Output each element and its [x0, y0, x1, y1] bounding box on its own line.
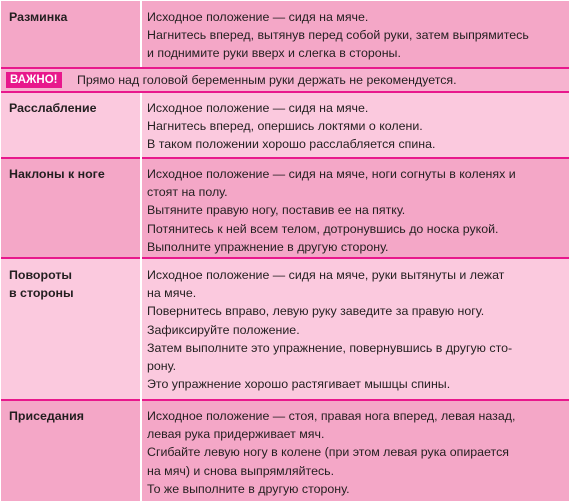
- row-label: Разминка: [9, 10, 68, 24]
- important-badge: ВАЖНО!: [6, 72, 62, 88]
- row-text: Исходное положение — сидя на мяче. Нагнитесь вперед, опершись локтями о колени. В таком положении хорошо расслабляется спина.: [147, 101, 436, 152]
- table-row: [1, 159, 569, 257]
- important-text: Прямо над головой беременным руки держать не рекомендуется.: [77, 73, 457, 87]
- important-note: [1, 69, 569, 91]
- table-row: [1, 1, 569, 67]
- column-divider: [140, 1, 142, 67]
- exercise-table: [1, 1, 569, 501]
- table-row: [1, 401, 569, 501]
- row-label: Повороты в стороны: [9, 268, 74, 300]
- row-label: Приседания: [9, 409, 84, 423]
- table-row: [1, 259, 569, 399]
- row-text: Исходное положение — сидя на мяче. Нагнитесь вперед, вытянув перед собой руки, затем выпрямитесь и поднимите руки вверх и слегка в стороны.: [147, 10, 529, 61]
- row-text: Исходное положение — сидя на мяче, ноги согнуты в коленях и стоят на полу. Вытяните правую ногу, поставив ее на пятку. Потянитесь к ней всем телом, дотронувшись до носка рукой. Выполните упражнение в другую сторону.: [147, 167, 516, 254]
- row-text: Исходное положение — сидя на мяче, руки вытянуты и лежат на мяче. Повернитесь вправо, левую руку заведите за правую ногу. Зафиксируйте положение. Затем выполните это упражнение, повернувшись в другую сто- рону. Это упражнение хорошо растягивает мышцы спины.: [147, 268, 513, 392]
- table-row: [1, 93, 569, 157]
- column-divider: [140, 93, 142, 501]
- row-label: Расслабление: [9, 101, 97, 115]
- row-text: Исходное положение — стоя, правая нога вперед, левая назад, левая рука придерживает мяч. Сгибайте левую ногу в колене (при этом левая рука опирается на мяч) и снова выпрямляйтесь. То же выполните в другую сторону.: [147, 409, 516, 496]
- row-label: Наклоны к ноге: [9, 167, 105, 181]
